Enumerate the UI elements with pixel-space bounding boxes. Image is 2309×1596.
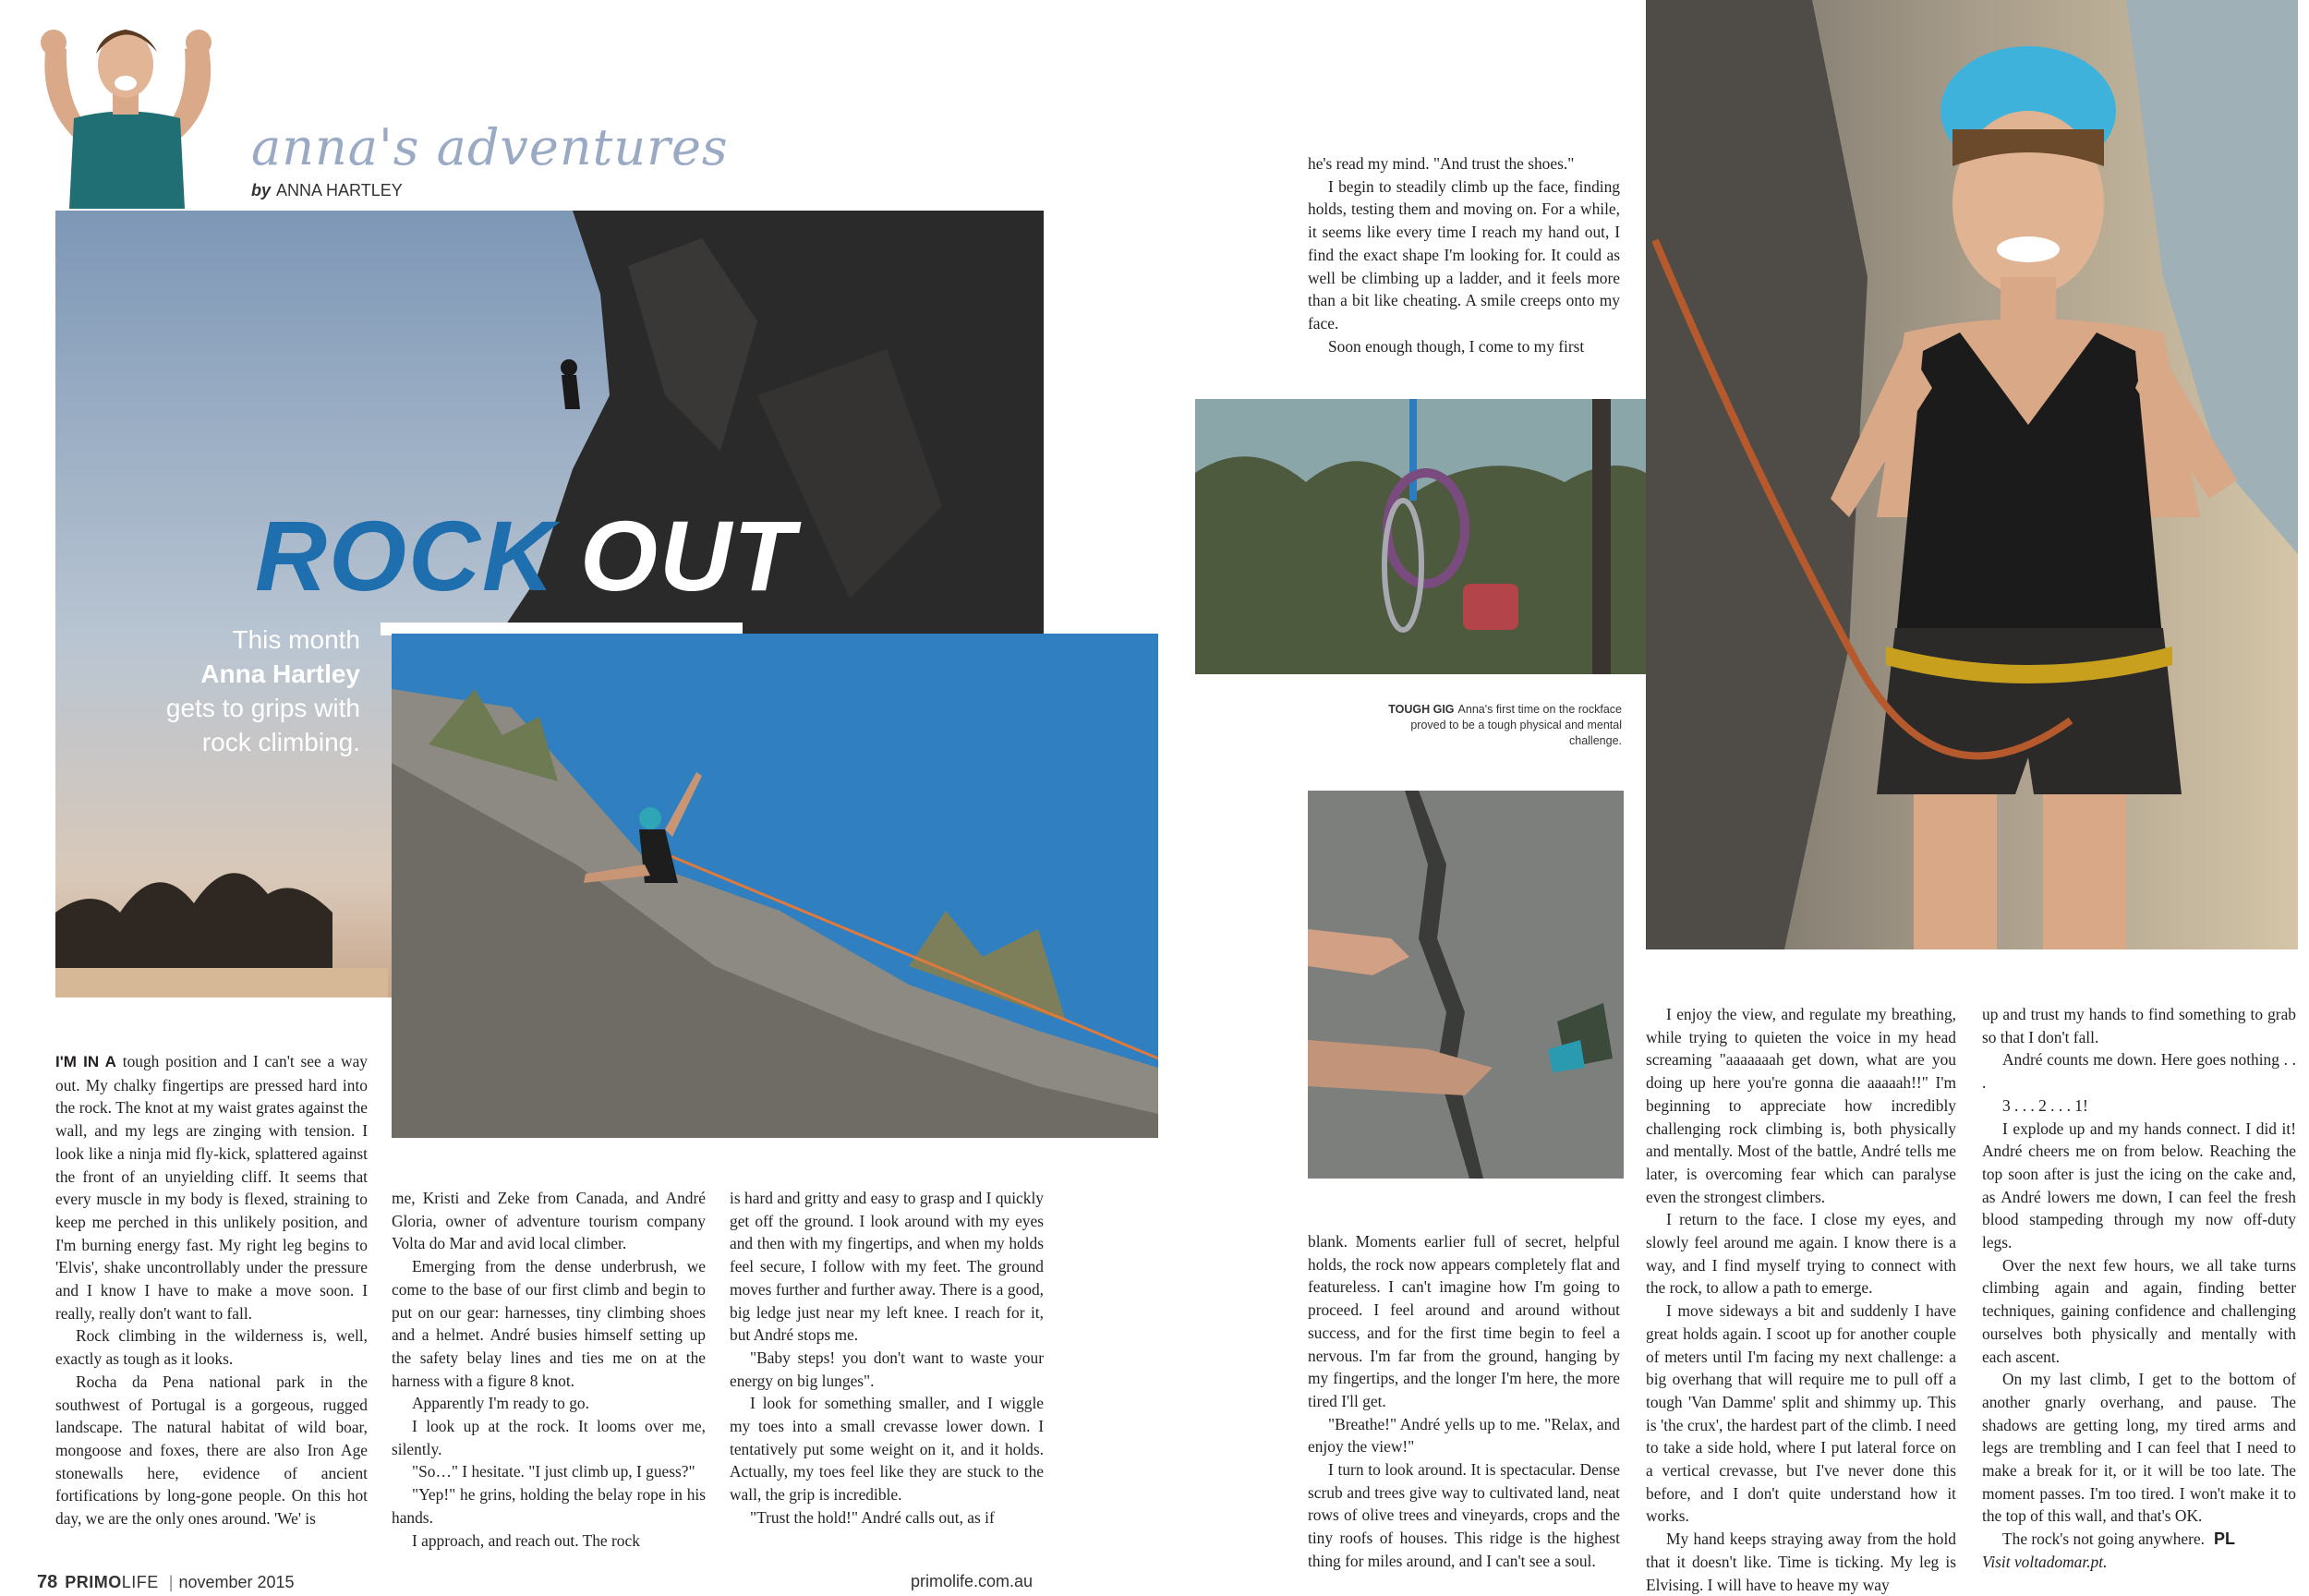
photo-caption [1367,702,1622,749]
col2-paragraph-1: me, Kristi and Zeke from Canada, and André Gloria, owner of adventure tourism company Volta do Mar and avid local climber. [392,1189,706,1253]
intro-line-3: rock climbing. [201,728,360,756]
intro-author-name: Anna Hartley [200,659,360,688]
byline-prefix: by [251,181,272,200]
col4top-paragraph-2: I begin to steadily climb up the face, finding holds, testing them and moving on. For a while, it seems like every time I reach my hand out, I find the exact shape I'm looking for. It could as well be climbing up a ladder, and it feels more than a bit like cheating. A smile creeps onto my face. [1308,176,1620,332]
portrait-photo [1646,0,2298,949]
body-column-2 [392,1187,706,1552]
title-word-rock: ROCK [255,500,556,611]
slab-photo [392,634,1158,1138]
col4top-paragraph-1: he's read my mind. "And trust the shoes." [1308,154,1575,173]
issue-date: november 2015 [178,1573,295,1591]
col3-paragraph-3: I look for something smaller, and I wiggle my toes into a small crevasse lower down. I tentatively put some weight on it, and it holds. Actually, my toes feel like they are stuck to the wall, the grip is incredible. [730,1394,1044,1505]
col2-paragraph-4: I look up at the rock. It looms over me, silently. [392,1417,706,1458]
body-column-4-top [1308,152,1620,357]
title-word-out: OUT [580,500,796,611]
magazine-brand [65,1573,159,1591]
body-column-1 [55,1050,368,1530]
col4bottom-paragraph-3: I turn to look around. It is spectacular. Dense scrub and trees give way to cultivated land, neat rows of olive trees and vineyards, crops and the tiny roofs of houses. This ridge is the highest thing for miles around, and I can't see a soul. [1308,1460,1620,1570]
col5-paragraph-4: My hand keeps straying away from the hold that it doesn't like. Time is ticking. My leg is Elvising. I will have to heave my way [1646,1530,1956,1594]
col6-paragraph-1: up and trust my hands to find something to grab so that I don't fall. [1982,1005,2296,1046]
col6-paragraph-5: Over the next few hours, we all take turns climbing again and again, finding better techniques, gaining confidence and challenging ourselves both physically and mentally with each ascent. [1982,1255,2296,1366]
col2-paragraph-6: "Yep!" he grins, holding the belay rope in his hands. [392,1485,706,1527]
col3-paragraph-2: "Baby steps! you don't want to waste your energy on big lunges". [730,1348,1044,1390]
col6-paragraph-7 [1982,1528,2296,1551]
col3-paragraph-1: is hard and gritty and easy to grasp and I quickly get off the ground. I look around with my eyes and then with my fingertips, and when my holds feel secure, I follow with my feet. The ground moves further and further away. There is a good, big ledge just near my left knee. I reach for it, but André stops me. [730,1189,1044,1345]
lead-in: I'M IN A [55,1053,116,1070]
body-column-4-bottom [1308,1230,1620,1573]
article-title [255,500,796,611]
author-photo [9,7,240,209]
col3-paragraph-4: "Trust the hold!" André calls out, as if [750,1507,995,1527]
col5-paragraph-3: I move sideways a bit and suddenly I have great holds again. I scoot up for another couple of meters until I'm facing my next challenge: a big overhang that will require me to pull off a tough 'Van Damme' split and shimmy up. This is 'the crux', the hardest part of the climb. I need to take a side hold, where I put lateral force on a vertical crevasse, but I've never done this before, and I don't quite understand how it works. [1646,1301,1956,1526]
col6-paragraph-6: On my last climb, I get to the bottom of another gnarly overhang, and pause. The shadows are getting long, my tired arms and legs are trembling and I can feel that I need to make a break for it, or it will be too late. The moment passes. I'm too tired. I won't make it to the top of this wall, and that's OK. [1982,1370,2296,1526]
gear-photo [1195,399,1646,674]
col5-paragraph-2: I return to the face. I close my eyes, and slowly feel around me again. I know there is a way, and I find myself trying to connect with the rock, to allow a path to emerge. [1646,1210,1956,1298]
col5-paragraph-1: I enjoy the view, and regulate my breathing, while trying to quieten the voice in my head screaming "aaaaaaah get down, what are you doing up here you're gonna die aaaaah!!" I'm beginning to appreciate how incredibly challenging rock climbing is, both physically and mentally. Most of the battle, André tells me later, is overcoming fear which can paralyse even the strongest climbers. [1646,1005,1956,1206]
col4bottom-paragraph-2: "Breathe!" André yells up to me. "Relax, and enjoy the view!" [1308,1414,1620,1457]
col1-paragraph-1-text: tough position and I can't see a way out. My chalky fingertips are pressed hard into the rock. The knot at my waist grates against the wall, and my legs are zinging with tension. I look like a ninja mid fly-kick, splattered against the front of an unyielding cliff. It seems that every muscle in my body is flexed, straining to keep me perched in this unlikely position, and I'm burning energy fast. My right leg begins to 'Elvis', shake uncontrollably under the pressure and I know I have to make a move soon. I really, really don't want to fall. [55,1052,368,1323]
footer-left [37,1572,295,1593]
intro-line-1: This month [232,625,360,654]
footer-separator: | [168,1573,174,1591]
byline [251,181,403,200]
byline-author: ANNA HARTLEY [276,181,403,200]
col2-paragraph-2: Emerging from the dense underbrush, we come to the base of our first climb and begin to put on our gear: harnesses, tiny climbing shoes and a helmet. André busies himself setting up the safety belay lines and ties me on at the harness with a figure 8 knot. [392,1257,706,1390]
col4bottom-paragraph-1: blank. Moments earlier full of secret, helpful holds, the rock now appears completely flat and featureless. I can't imagine how I'm going to proceed. I feel around and around without success, and for the first time begin to feel a nervous. I'm far from the ground, hanging by my fingertips, and the longer I'm here, the more tired I'll get. [1308,1232,1620,1410]
footer-website: primolife.com.au [911,1572,1034,1590]
closing-line: The rock's not going anywhere. [2002,1530,2206,1549]
col1-paragraph-3: Rocha da Pena national park in the southwest of Portugal is a gorgeous, rugged landscape. The natural habitat of wild boar, mongoose and foxes, there are also Iron Age stonewalls here, evidence of ancient fortifications by long-gone people. On this hot day, we are the only ones around. 'We' is [55,1372,368,1529]
signoff-mark: PL [2214,1530,2236,1549]
col6-paragraph-4: I explode up and my hands connect. I did it! André cheers me on from below. Reaching the top soon after is just the icing on the cake and, as André lowers me down, I can feel the fresh blood stampeding through my now off-duty legs. [1982,1118,2296,1252]
col4top-paragraph-3: Soon enough though, I come to my first [1328,336,1585,356]
body-column-3 [730,1187,1044,1530]
col2-paragraph-7: I approach, and reach out. The rock [412,1530,640,1550]
website-credit: Visit voltadomar.pt. [1982,1552,2108,1571]
brand-bold: PRIMO [65,1573,122,1591]
caption-label: TOUGH GIG [1388,703,1455,716]
col6-paragraph-2: André counts me down. Here goes nothing . . . [1982,1050,2296,1093]
col6-paragraph-3: 3 . . . 2 . . . 1! [2002,1095,2088,1115]
col2-paragraph-5: "So…" I hesitate. "I just climb up, I guess?" [412,1462,695,1481]
page-number: 78 [37,1572,58,1592]
body-column-5 [1646,1003,1956,1596]
brand-light: LIFE [121,1573,159,1591]
hands-photo [1308,791,1624,1179]
intro-line-2: gets to grips with [165,694,360,722]
body-column-6 [1982,1003,2296,1574]
col2-paragraph-3: Apparently I'm ready to go. [412,1394,589,1413]
caption-text: Anna's first time on the rockface proved to be a tough physical and mental challenge. [1410,703,1622,747]
intro-standfirst [102,623,360,759]
col1-paragraph-1 [55,1050,368,1324]
series-title: anna's adventures [251,118,729,176]
col1-paragraph-2: Rock climbing in the wilderness is, well, exactly as tough as it looks. [55,1326,368,1369]
